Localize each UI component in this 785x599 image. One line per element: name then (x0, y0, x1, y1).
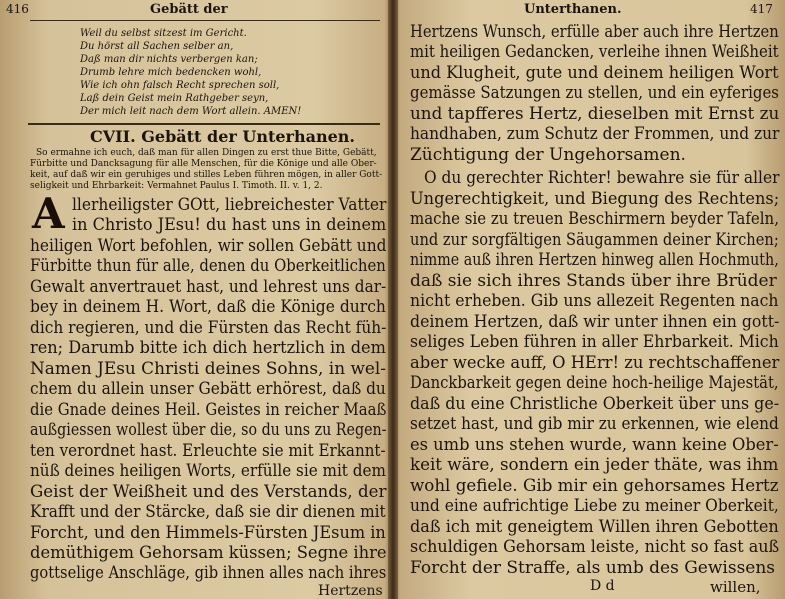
verse-line: Der mich leit nach dem Wort allein. AMEN! (80, 106, 302, 117)
body-line: und tapfferes Hertz, dieselben mit Ernst zu (410, 104, 780, 124)
body-line: daß du eine Christliche Oberkeit über uns ge- (410, 394, 780, 414)
body-line: nicht erheben. Gib uns allezeit Regenten nach (410, 291, 779, 311)
right-running-head: Unterthanen. (524, 2, 622, 17)
right-catchword: willen, (710, 578, 761, 596)
body-line: demüthigem Gehorsam küssen; Segne ihre (30, 543, 387, 563)
body-line: setzet hast, und gib mir zu erkennen, wie elend (410, 414, 779, 434)
body-line: seliges Leben führen in aller Ehrbarkeit. Mich (410, 332, 779, 352)
right-page (394, 0, 785, 599)
body-line: O du gerechter Richter! bewahre sie für aller (424, 168, 780, 188)
body-line: nimme auß ihren Hertzen hinweg allen Hochmuth, (410, 250, 779, 270)
lead-line: Fürbitte und Dancksagung für alle Menschen, für die Könige und alle Ober- (30, 159, 377, 169)
body-line: deinem Hertzen, daß wir unter ihnen ein gott- (410, 312, 780, 332)
drop-cap: A (32, 189, 65, 238)
lead-line: So ermahne ich euch, daß man für allen Dingen zu erst thue Bitte, Gebätt, (36, 148, 377, 158)
body-line: und eine aufrichtige Liebe zu meiner Oberkeit, (410, 496, 779, 516)
body-line: die Gnade deines Heil. Geistes in reicher Maaß (30, 400, 387, 420)
lead-line: keit, auf daß wir ein geruhiges und stilles Leben führen mögen, in aller Gott- (30, 170, 383, 180)
body-line: mache sie zu treuen Beschirmern beyder Tafeln, (410, 209, 779, 229)
body-line: ten verordnet hast. Erleuchte sie mit Erkannt- (30, 441, 386, 461)
left-page-number: 416 (6, 2, 29, 16)
verse-line: Laß dein Geist mein Rathgeber seyn, (80, 93, 269, 104)
verse-line: Drumb lehre mich bedencken wohl, (80, 67, 262, 78)
body-line: ren; Darumb bitte ich dich hertzlich in dem (30, 338, 386, 358)
body-line: chem du allein unser Gebätt erhörest, daß du (30, 379, 386, 399)
header-rule (30, 20, 380, 21)
section-rule (28, 123, 380, 125)
verse-line: Wie ich ohn falsch Recht sprechen soll, (80, 80, 280, 91)
body-line: nüß deines heiligen Worts, erfülle sie mit dem (30, 461, 386, 481)
body-line: wohl gefiele. Gib mir ein gehorsames Hertz (410, 476, 779, 496)
body-line: daß sie sich ihres Stands über ihre Brüder (410, 271, 777, 291)
body-line: und Klugheit, gute und deinem heiligen Wort (410, 63, 779, 83)
body-line: Forcht der Straffe, als umb des Gewissens (410, 558, 776, 578)
body-line: bey in deinem H. Wort, daß die Könige durch (30, 297, 386, 317)
body-line: Geist der Weißheit und des Verstands, der (30, 482, 387, 502)
left-page (0, 0, 392, 599)
body-line: gemässe Satzungen zu stellen, und ein eyferiges (410, 83, 779, 103)
body-line: gottselige Anschläge, gib ihnen alles nach ihres (30, 563, 387, 583)
body-line: schuldigen Gehorsam leiste, nicht so fast auß (410, 537, 780, 557)
body-line: Züchtigung der Ungehorsamen. (410, 145, 686, 165)
body-line: Gewalt anvertrauet hast, und lehrest uns dar- (30, 277, 387, 297)
verse-line: Du hörst all Sachen selber an, (80, 41, 234, 52)
verse-line: Weil du selbst sitzest im Gericht. (80, 28, 247, 39)
body-line: llerheiligster GOtt, liebreichester Vatter (72, 195, 387, 215)
body-line: es umb uns stehen wurde, wann keine Ober- (410, 435, 779, 455)
verse-line: Daß man dir nichts verbergen kan; (80, 54, 258, 65)
body-line: dich regieren, und die Fürsten das Recht füh- (30, 318, 387, 338)
right-page-number: 417 (750, 2, 773, 16)
body-line: daß ich mit geneigtem Willen ihren Gebotten (410, 517, 779, 537)
body-line: Ungerechtigkeit, und Biegung des Rechtens; (410, 189, 780, 209)
body-line: handhaben, zum Schutz der Frommen, und zur (410, 124, 780, 144)
lead-line: seligkeit und Ehrbarkeit: Vermahnet Paulus I. Timoth. II. v. 1, 2. (30, 181, 323, 191)
body-line: aber wecke auff, O HErr! zu rechtschaffener (410, 353, 780, 373)
body-line: in Christo JEsu! du hast uns in deinem (72, 215, 387, 235)
body-line: Hertzens Wunsch, erfülle aber auch ihre Hertzen (410, 22, 779, 42)
body-line: Namen JEsu Christi deines Sohns, in wel- (30, 359, 387, 379)
body-line: und zur sorgfältigen Säugammen deiner Kirchen; (410, 230, 779, 250)
body-line: keit wäre, sondern ein jeder thäte, was ihm (410, 455, 779, 475)
body-line: Fürbitte thun für alle, denen du Oberkeitlichen (30, 256, 386, 276)
body-line: mit heiligen Gedancken, verleihe ihnen Weißheit (410, 42, 779, 62)
body-line: Krafft und der Stärcke, daß sie dir dienen mit (30, 502, 386, 522)
left-running-head: Gebätt der (150, 2, 228, 17)
left-catchword: Hertzens (318, 583, 383, 599)
body-line: Forcht, und den Himmels-Fürsten JEsum in (30, 523, 386, 543)
body-line: Danckbarkeit gegen deine hoch-heilige Majestät, (410, 373, 779, 393)
signature-mark: D d (590, 578, 615, 594)
section-title: CVII. Gebätt der Unterhanen. (90, 127, 355, 146)
body-line: heiligen Wort befohlen, wir sollen Gebätt und (30, 236, 387, 256)
body-line: außgiessen wollest über die, so du uns zu Regen- (30, 420, 387, 440)
